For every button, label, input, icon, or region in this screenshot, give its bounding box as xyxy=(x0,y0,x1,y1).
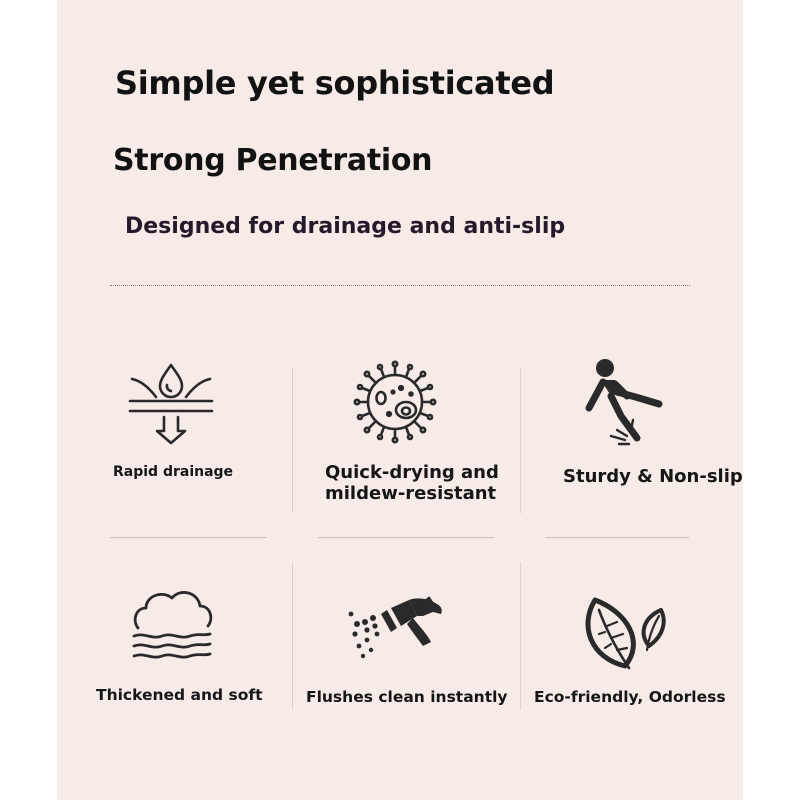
dotted-divider xyxy=(110,285,690,286)
column-divider xyxy=(292,562,293,710)
row-divider xyxy=(110,537,267,538)
feature-label xyxy=(325,462,499,504)
water-drop-drainage-icon xyxy=(128,361,214,447)
page-subtitle: Strong Penetration xyxy=(113,143,433,178)
row-divider xyxy=(545,537,689,538)
leaves-icon xyxy=(583,596,673,672)
page-title: Simple yet sophisticated xyxy=(115,64,555,102)
feature-label-line: mildew-resistant xyxy=(325,483,497,504)
column-divider xyxy=(520,368,521,513)
bacteria-germ-icon xyxy=(351,358,439,446)
column-divider xyxy=(520,562,521,710)
column-divider xyxy=(292,368,293,513)
page-tagline: Designed for drainage and anti-slip xyxy=(125,214,566,239)
spray-nozzle-icon xyxy=(347,596,447,662)
feature-label-line: Quick-drying and xyxy=(325,462,499,483)
feature-label: Sturdy & Non-slip xyxy=(563,466,743,487)
slipping-person-icon xyxy=(581,356,663,448)
feature-label: Eco-friendly, Odorless xyxy=(534,688,726,706)
row-divider xyxy=(318,537,494,538)
feature-label: Flushes clean instantly xyxy=(306,688,508,706)
feature-label: Thickened and soft xyxy=(96,686,263,704)
feature-label: Rapid drainage xyxy=(113,464,234,480)
cloud-layers-icon xyxy=(132,588,214,664)
feature-panel xyxy=(57,0,743,800)
